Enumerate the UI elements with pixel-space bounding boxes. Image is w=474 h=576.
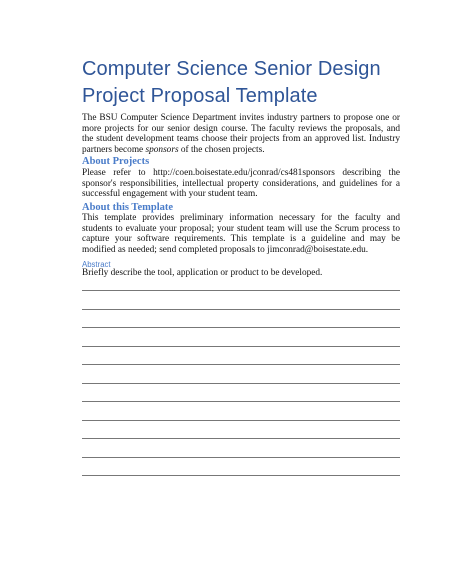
intro-text-start: The BSU Computer Science Department invites industry partners to propose one or more projects for our senior design course. The faculty reviews the proposals, and the student development teams choose their projects from an approved list. Industry partners become <box>82 113 400 155</box>
about-projects-body: Please refer to http://coen.boisestate.edu/jconrad/cs481sponsors describing the sponsor's responsibilities, intellectual property considerations, and guidelines for a successful engagement with your student team. <box>82 168 400 200</box>
blank-line <box>82 420 400 421</box>
about-template-body: This template provides preliminary information necessary for the faculty and students to evaluate your proposal; your student team will use the Scrum process to capture your software requirements. This template is a guideline and may be modified as needed; send completed proposals to jimconrad@boisestate.edu. <box>82 213 400 255</box>
intro-emphasis: sponsors <box>145 144 179 155</box>
intro-paragraph <box>82 113 400 155</box>
blank-line <box>82 290 400 291</box>
intro-text-end: of the chosen projects. <box>178 144 265 155</box>
blank-line <box>82 364 400 365</box>
blank-line <box>82 327 400 328</box>
about-projects-heading: About Projects <box>82 156 150 167</box>
title-line-1: Computer Science Senior Design <box>82 58 381 80</box>
blank-line <box>82 438 400 439</box>
blank-line <box>82 309 400 310</box>
title-line-2: Project Proposal Template <box>82 85 318 107</box>
blank-line <box>82 383 400 384</box>
blank-line <box>82 401 400 402</box>
abstract-label: Abstract <box>82 260 111 269</box>
blank-line <box>82 346 400 347</box>
abstract-prompt: Briefly describe the tool, application or product to be developed. <box>82 268 323 278</box>
blank-line <box>82 457 400 458</box>
blank-line <box>82 475 400 476</box>
document-title <box>82 56 442 110</box>
about-template-heading: About this Template <box>82 202 174 213</box>
